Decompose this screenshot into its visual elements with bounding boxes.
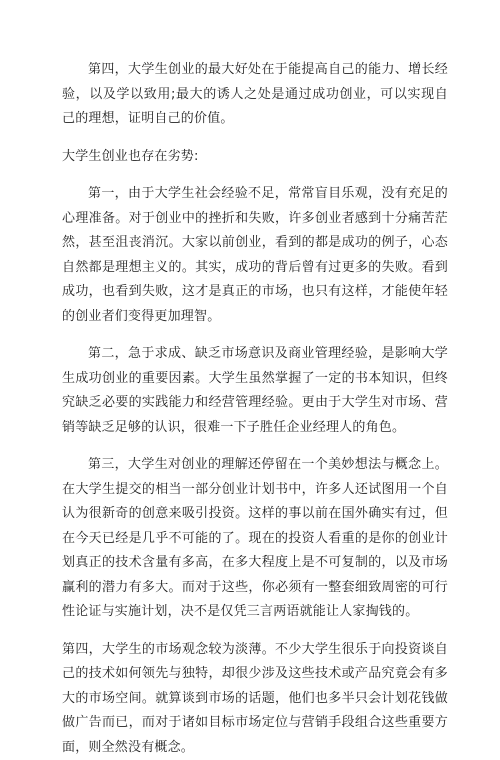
paragraph-gap xyxy=(62,132,448,145)
paragraph-advantage-fourth: 第四，大学生创业的最大好处在于能提高自己的能力、增长经验，以及学以致用;最大的诱人之处是通过成功创业，可以实现自己的理想，证明自己的价值。 xyxy=(62,58,448,132)
document-body xyxy=(62,58,448,760)
paragraph-gap xyxy=(62,440,448,453)
paragraph-disadvantage-fourth: 第四，大学生的市场观念较为淡薄。不少大学生很乐于向投资谈自己的技术如何领先与独特，却很少涉及这些技术或产品究竟会有多大的市场空间。就算谈到市场的话题，他们也多半只会计划花钱做做广告而已，而对于诸如目标市场定位与营销手段组合这些重要方面，则全然没有概念。 xyxy=(62,638,448,760)
paragraph-gap xyxy=(62,169,448,182)
paragraph-gap xyxy=(62,625,448,638)
paragraph-disadvantage-first: 第一，由于大学生社会经验不足，常常盲目乐观，没有充足的心理准备。对于创业中的挫折和失败，许多创业者感到十分痛苦茫然，甚至沮丧消沉。大家以前创业，看到的都是成功的例子，心态自然都是理想主义的。其实，成功的背后曾有过更多的失败。看到成功，也看到失败，这才是真正的市场，也只有这样，才能使年轻的创业者们变得更加理智。 xyxy=(62,182,448,329)
section-heading-disadvantages: 大学生创业也存在劣势: xyxy=(62,145,448,170)
paragraph-gap xyxy=(62,329,448,342)
paragraph-disadvantage-third: 第三，大学生对创业的理解还停留在一个美妙想法与概念上。在大学生提交的相当一部分创业计划书中，许多人还试图用一个自认为很新奇的创意来吸引投资。这样的事以前在国外确实有过，但在今天已经是几乎不可能的了。现在的投资人看重的是你的创业计划真正的技术含量有多高，在多大程度上是不可复制的，以及市场赢利的潜力有多大。而对于这些，你必须有一整套细致周密的可行性论证与实施计划，决不是仅凭三言两语就能让人家掏钱的。 xyxy=(62,453,448,625)
paragraph-disadvantage-second: 第二，急于求成、缺乏市场意识及商业管理经验，是影响大学生成功创业的重要因素。大学生虽然掌握了一定的书本知识，但终究缺乏必要的实践能力和经营管理经验。更由于大学生对市场、营销等缺乏足够的认识，很难一下子胜任企业经理人的角色。 xyxy=(62,342,448,440)
